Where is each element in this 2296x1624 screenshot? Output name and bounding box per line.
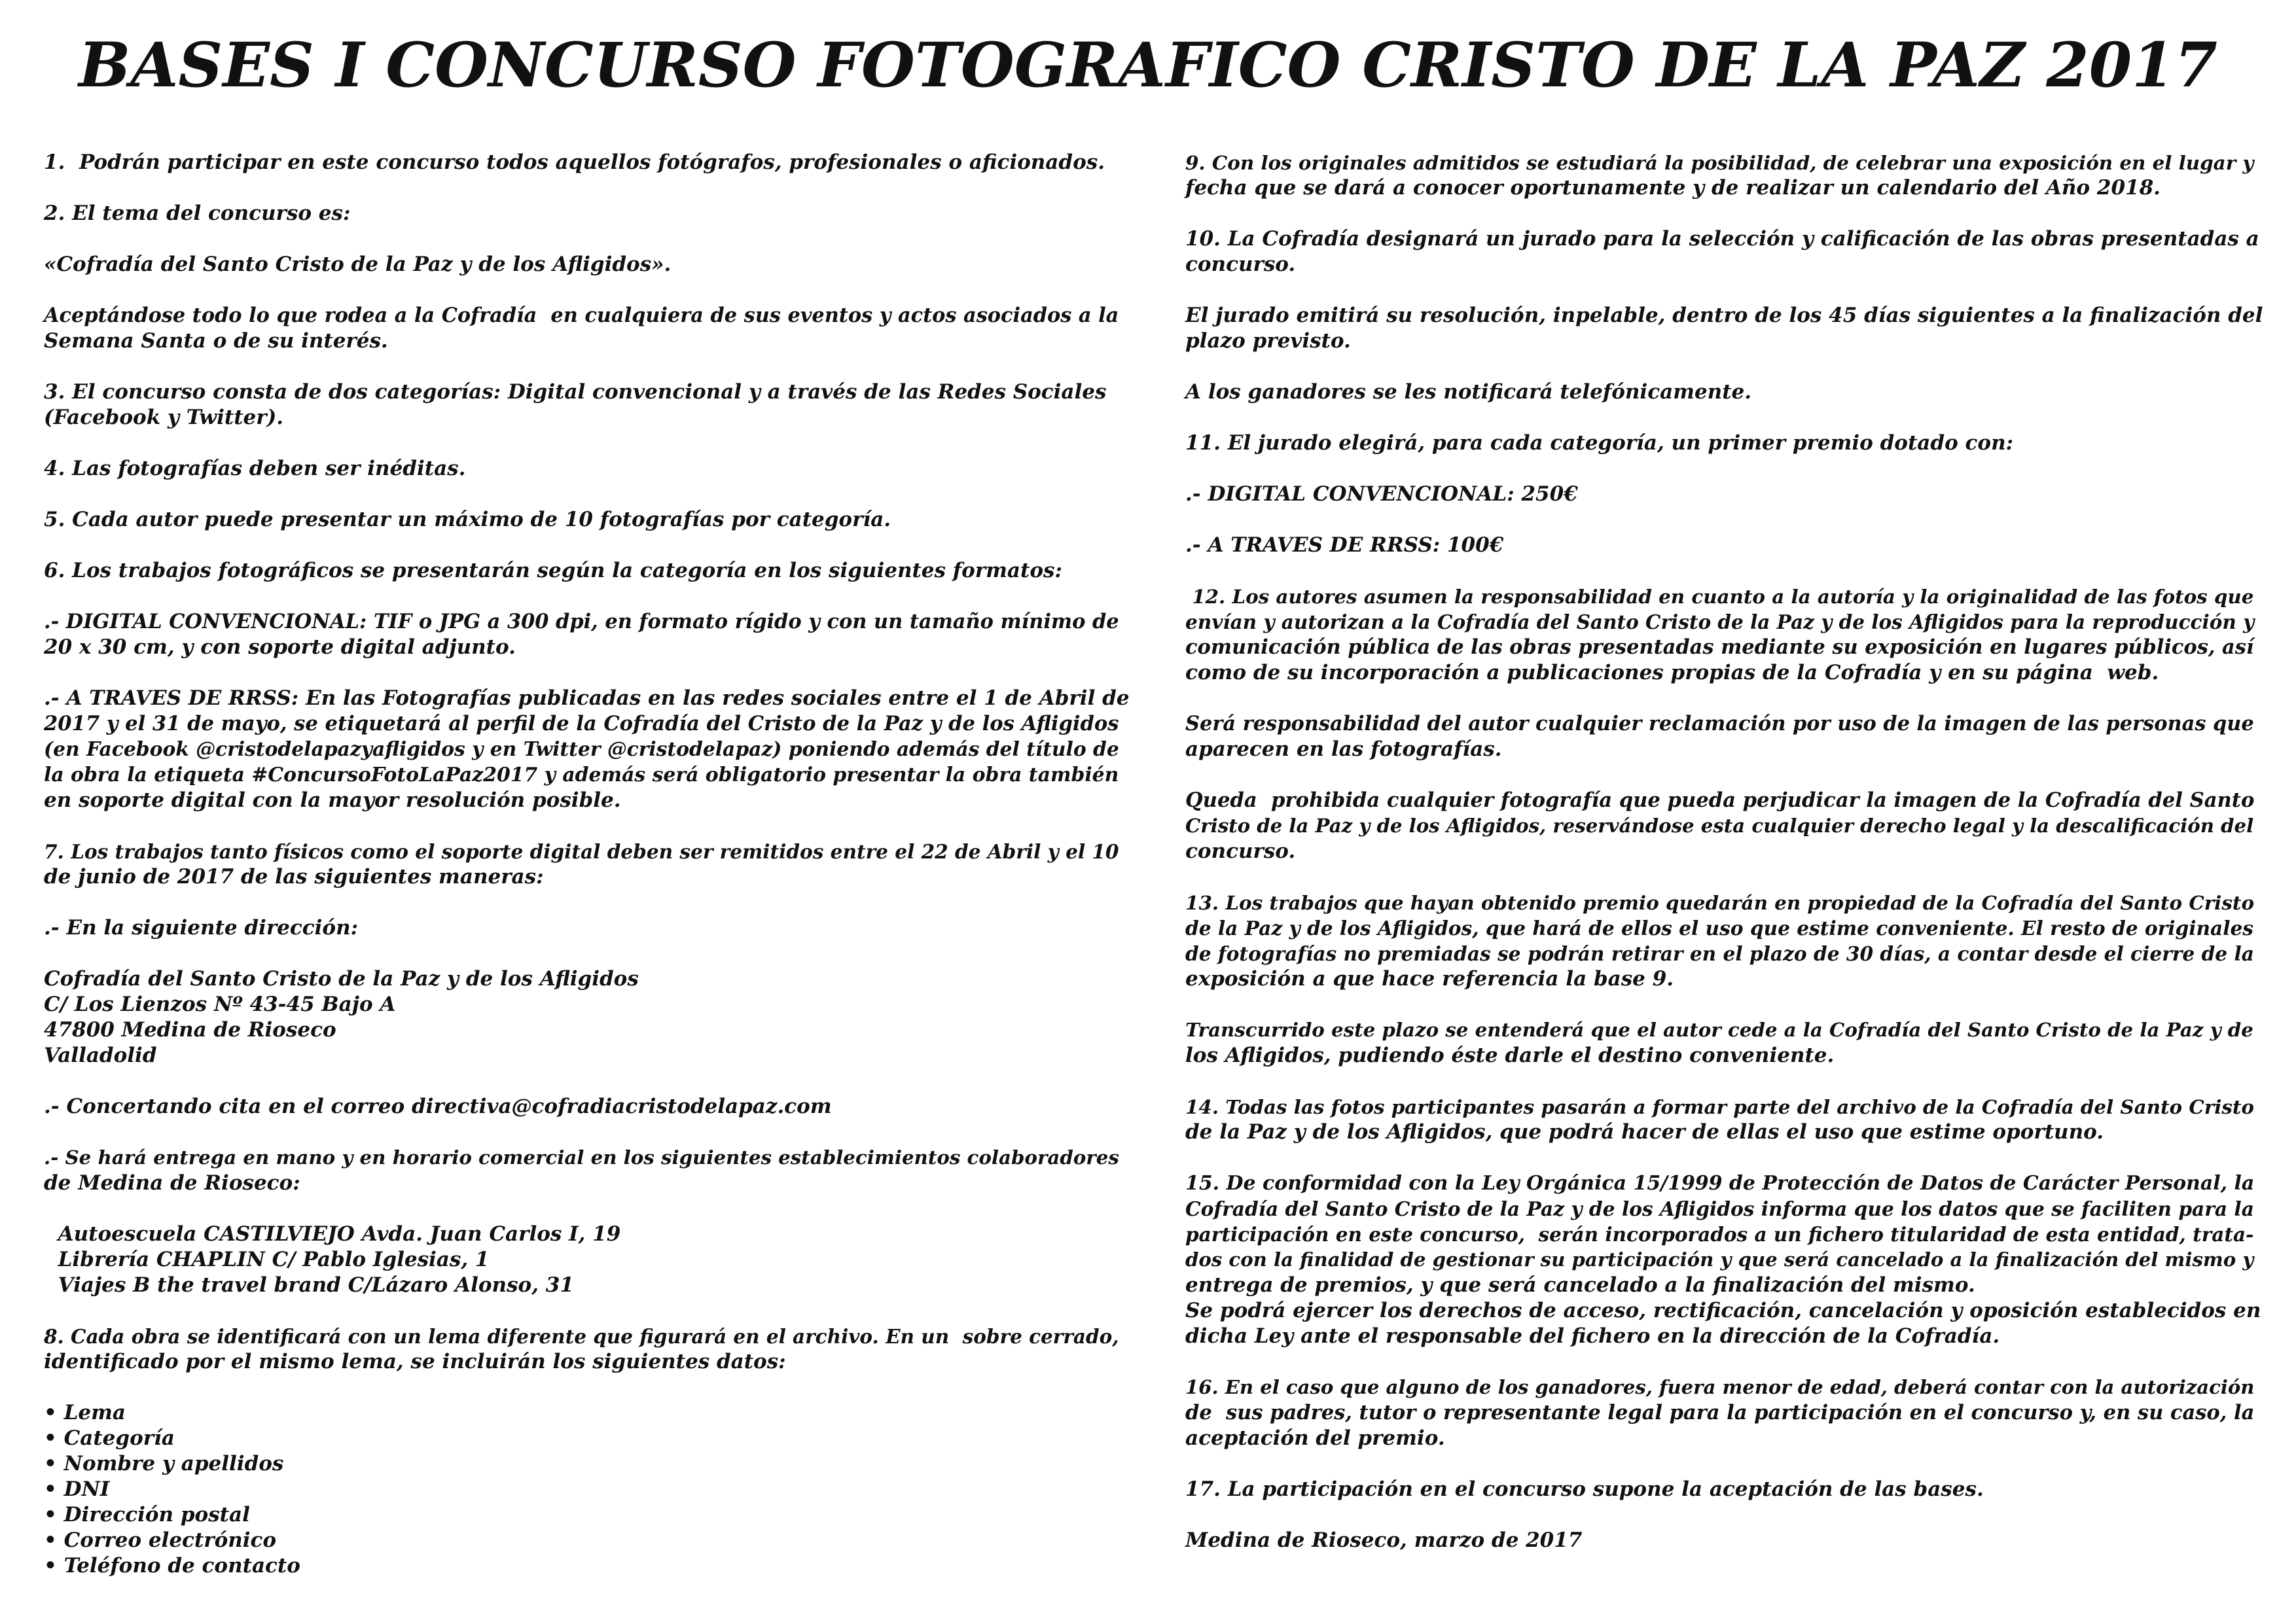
left-column-text-line: Viajes B the travel brand C/Lázaro Alonso, 31 [44, 1273, 574, 1297]
left-column-text-line: «Cofradía del Santo Cristo de la Paz y de los Afligidos». [44, 253, 672, 276]
right-column-text-line: aceptación del premio. [1185, 1426, 1445, 1450]
left-column-text-line: .- A TRAVES DE RRSS: En las Fotografías publicadas en las redes sociales entre el 1 de Abril de [44, 686, 1130, 710]
left-column-text-line: • Nombre y apellidos [44, 1452, 284, 1475]
right-column-text-line: Será responsabilidad del autor cualquier reclamación por uso de la imagen de las personas que [1185, 712, 2254, 735]
right-column-text-line: .- DIGITAL CONVENCIONAL: 250€ [1185, 482, 1578, 506]
left-column-spacer [44, 431, 1130, 456]
left-column-text-line: de Medina de Rioseco: [44, 1171, 300, 1195]
right-column-spacer [1185, 1349, 2265, 1375]
left-column-text-line: 5. Cada autor puede presentar un máximo de 10 fotografías por categoría. [44, 508, 891, 531]
right-column-spacer [1185, 405, 2265, 431]
right-column-text-line: Se podrá ejercer los derechos de acceso, rectificación, cancelación y oposición establecidos en [1185, 1299, 2261, 1322]
right-column-text-line: dos con la finalidad de gestionar su participación y que será cancelado a la finalización del mismo y [1185, 1248, 2254, 1271]
right-column-spacer [1185, 762, 2265, 788]
right-column-text-line: Transcurrido este plazo se entenderá que el autor cede a la Cofradía del Santo Cristo de la Paz y de [1185, 1019, 2253, 1041]
left-column-text-line: .- Concertando cita en el correo directiva@cofradiacristodelapaz.com [44, 1095, 832, 1118]
left-column-spacer [44, 1375, 1130, 1400]
left-column-text-line: .- Se hará entrega en mano y en horario comercial en los siguientes establecimientos colaboradores [44, 1146, 1119, 1169]
right-column-text-line: concurso. [1185, 253, 1296, 276]
right-column-text-line: de sus padres, tutor o representante legal para la participación en el concurso y, en su caso, la [1185, 1401, 2255, 1424]
right-column-spacer [1185, 1502, 2265, 1528]
left-column-spacer [44, 890, 1130, 915]
right-column-spacer [1185, 277, 2265, 303]
left-column-text-line: • Teléfono de contacto [44, 1554, 300, 1578]
left-column-text-line: 3. El concurso consta de dos categorías: Digital convencional y a través de las Redes Sociales [44, 380, 1107, 404]
left-column-text-line: la obra la etiqueta #ConcursoFotoLaPaz2017 y además será obligatorio presentar la obra también [44, 764, 1119, 786]
right-column-text-line: Queda prohibida cualquier fotografía que pueda perjudicar la imagen de la Cofradía del Santo [1185, 788, 2255, 812]
left-column-text-line: Aceptándose todo lo que rodea a la Cofradía en cualquiera de sus eventos y actos asociados a la [44, 304, 1119, 327]
left-column-spacer [44, 813, 1130, 839]
page-title: BASES I CONCURSO FOTOGRAFICO CRISTO DE LA PAZ 2017 [79, 29, 2217, 101]
right-column-spacer [1185, 1068, 2265, 1094]
left-column-text-line: Semana Santa o de su interés. [44, 329, 388, 353]
right-column-spacer [1185, 507, 2265, 533]
left-column-spacer [44, 1068, 1130, 1094]
right-column-text-line: 12. Los autores asumen la responsabilidad en cuanto a la autoría y la originalidad de las fotos que [1185, 585, 2254, 608]
left-column-text-line: de junio de 2017 de las siguientes maneras: [44, 865, 544, 889]
left-column-spacer [44, 533, 1130, 558]
left-column-text-line: Cofradía del Santo Cristo de la Paz y de los Afligidos [44, 967, 639, 991]
right-column-text-line: plazo previsto. [1185, 329, 1351, 353]
left-column-spacer [44, 1120, 1130, 1145]
left-column-spacer [44, 482, 1130, 507]
left-column-spacer [44, 1298, 1130, 1324]
left-column-text-line: • DNI [44, 1477, 110, 1501]
left-column-spacer [44, 1196, 1130, 1222]
right-column-text-line: 9. Con los originales admitidos se estudiará la posibilidad, de celebrar una exposición en el lugar y [1185, 151, 2254, 174]
left-column-text-line: 1. Podrán participar en este concurso todos aquellos fotógrafos, profesionales o aficionados. [44, 150, 1105, 174]
left-column-text-line: (en Facebook @cristodelapazyafligidos y en Twitter @cristodelapaz) poniendo además del título de [44, 738, 1119, 761]
left-column-spacer [44, 354, 1130, 380]
right-column-spacer [1185, 456, 2265, 482]
left-column-text-line: 4. Las fotografías deben ser inéditas. [44, 457, 466, 480]
right-column-text-line: los Afligidos, pudiendo éste darle el destino conveniente. [1185, 1044, 1835, 1067]
right-column-text-line: de la Paz y de los Afligidos, que hará de ellos el uso que estime conveniente. El resto de originales [1185, 917, 2253, 940]
left-column-spacer [44, 584, 1130, 609]
right-column-text-line: 13. Los trabajos que hayan obtenido premio quedarán en propiedad de la Cofradía del Santo Cristo [1185, 891, 2255, 914]
right-column [1185, 150, 2265, 1553]
right-column-text-line: participación en este concurso, serán incorporados a un fichero titularidad de esta entidad, trata- [1185, 1223, 2254, 1246]
left-column-text-line: Valladolid [44, 1044, 157, 1067]
right-column-spacer [1185, 1145, 2265, 1171]
left-column-text-line: C/ Los Lienzos Nº 43-45 Bajo A [44, 993, 396, 1016]
left-column-spacer [44, 175, 1130, 201]
left-column-text-line: .- DIGITAL CONVENCIONAL: TIF o JPG a 300 dpi, en formato rígido y con un tamaño mínimo de [44, 610, 1119, 633]
left-column-spacer [44, 941, 1130, 966]
right-column-text-line: 15. De conformidad con la Ley Orgánica 15/1999 de Protección de Datos de Carácter Personal, la [1185, 1172, 2255, 1195]
right-column-text-line: 17. La participación en el concurso supone la aceptación de las bases. [1185, 1477, 1984, 1501]
right-column-text-line: El jurado emitirá su resolución, inpelable, dentro de los 45 días siguientes a la finalización del [1185, 304, 2263, 327]
right-column-spacer [1185, 864, 2265, 890]
right-column-text-line: Cristo de la Paz y de los Afligidos, reservándose esta cualquier derecho legal y la descalificación del [1185, 815, 2254, 837]
right-column-text-line: de fotografías no premiadas se podrán retirar en el plazo de 30 días, a contar desde el cierre de la [1185, 942, 2254, 965]
right-column-text-line: Medina de Rioseco, marzo de 2017 [1185, 1528, 1583, 1552]
left-column-text-line: en soporte digital con la mayor resolución posible. [44, 788, 621, 812]
right-column-text-line: 16. En el caso que alguno de los ganadores, fuera menor de edad, deberá contar con la autorización [1185, 1376, 2255, 1398]
right-column-text-line: A los ganadores se les notificará telefónicamente. [1185, 380, 1752, 404]
left-column-text-line: • Lema [44, 1401, 126, 1424]
right-column-text-line: como de su incorporación a publicaciones propias de la Cofradía y en su página web. [1185, 661, 2159, 684]
left-column-text-line: 6. Los trabajos fotográficos se presentarán según la categoría en los siguientes formatos: [44, 559, 1062, 582]
left-column-spacer [44, 226, 1130, 252]
right-column-spacer [1185, 354, 2265, 380]
left-column-spacer [44, 660, 1130, 686]
right-column-text-line: de la Paz y de los Afligidos, que podrá hacer de ellas el uso que estime oportuno. [1185, 1120, 2104, 1144]
right-column-text-line: comunicación pública de las obras presentadas mediante su exposición en lugares públicos, así [1185, 635, 2254, 659]
left-column-text-line: Librería CHAPLIN C/ Pablo Iglesias, 1 [44, 1248, 490, 1271]
left-column-text-line: .- En la siguiente dirección: [44, 916, 359, 940]
right-column-spacer [1185, 201, 2265, 226]
right-column-text-line: .- A TRAVES DE RRSS: 100€ [1185, 533, 1504, 557]
right-column-text-line: exposición a que hace referencia la base 9. [1185, 967, 1674, 991]
right-column-text-line: fecha que se dará a conocer oportunamente y de realizar un calendario del Año 2018. [1185, 176, 2161, 200]
left-column-text-line: 2017 y el 31 de mayo, se etiquetará al perfil de la Cofradía del Cristo de la Paz y de los Afligidos [44, 712, 1119, 735]
right-column-spacer [1185, 992, 2265, 1017]
right-column-spacer [1185, 686, 2265, 711]
right-column-text-line: 10. La Cofradía designará un jurado para la selección y calificación de las obras presentadas a [1185, 227, 2259, 251]
right-column-text-line: Cofradía del Santo Cristo de la Paz y de los Afligidos informa que los datos que se faciliten para la [1185, 1197, 2254, 1220]
right-column-text-line: entrega de premios, y que será cancelado a la finalización del mismo. [1185, 1273, 1975, 1297]
left-column-text-line: identificado por el mismo lema, se incluirán los siguientes datos: [44, 1350, 786, 1373]
left-column-text-line: 47800 Medina de Rioseco [44, 1018, 336, 1042]
left-column-text-line: 20 x 30 cm, y con soporte digital adjunto. [44, 635, 516, 659]
right-column-text-line: envían y autorizan a la Cofradía del Santo Cristo de la Paz y de los Afligidos para la reproducción y [1185, 610, 2255, 633]
right-column-spacer [1185, 558, 2265, 584]
left-column-text-line: • Categoría [44, 1426, 175, 1450]
right-column-text-line: 11. El jurado elegirá, para cada categoría, un primer premio dotado con: [1185, 431, 2014, 455]
right-column-spacer [1185, 1451, 2265, 1477]
left-column-text-line: • Correo electrónico [44, 1528, 277, 1552]
left-column-text-line: 7. Los trabajos tanto físicos como el soporte digital deben ser remitidos entre el 22 de Abril y el 10 [44, 840, 1119, 863]
left-column-spacer [44, 277, 1130, 303]
right-column-text-line: dicha Ley ante el responsable del fichero en la dirección de la Cofradía. [1185, 1324, 2000, 1348]
left-column-text-line: 8. Cada obra se identificará con un lema diferente que figurará en el archivo. En un sobre cerrado, [44, 1325, 1119, 1348]
left-column-text-line: Autoescuela CASTILVIEJO Avda. Juan Carlos I, 19 [44, 1222, 621, 1246]
left-column-text-line: (Facebook y Twitter). [44, 406, 284, 429]
right-column-text-line: concurso. [1185, 839, 1296, 863]
left-column-text-line: 2. El tema del concurso es: [44, 202, 351, 225]
left-column [44, 150, 1130, 1579]
right-column-text-line: aparecen en las fotografías. [1185, 737, 1502, 761]
left-column-text-line: • Dirección postal [44, 1503, 250, 1527]
right-column-text-line: 14. Todas las fotos participantes pasarán a formar parte del archivo de la Cofradía del Santo Cristo [1185, 1095, 2255, 1118]
